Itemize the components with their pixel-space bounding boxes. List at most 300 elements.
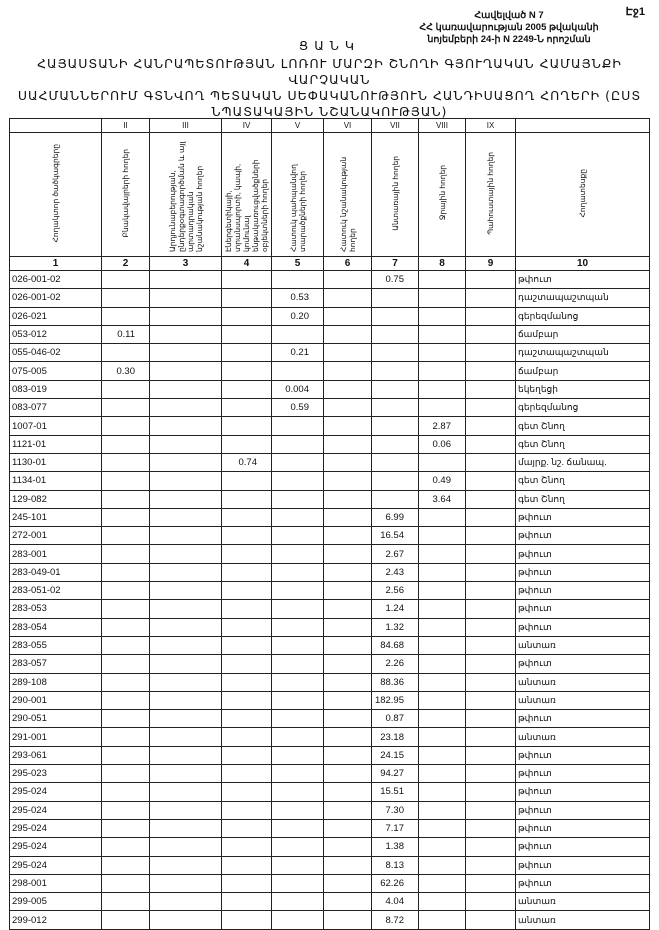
area-cell: 23.18 bbox=[372, 728, 419, 746]
area-cell: 0.21 bbox=[272, 344, 324, 362]
area-cell bbox=[102, 545, 150, 563]
area-cell: 0.004 bbox=[272, 380, 324, 398]
area-cell: 0.75 bbox=[372, 271, 419, 289]
area-cell bbox=[372, 362, 419, 380]
table-row bbox=[10, 893, 650, 911]
area-cell bbox=[466, 527, 516, 545]
area-cell bbox=[466, 600, 516, 618]
parcel-code-cell: 290-051 bbox=[10, 710, 102, 728]
area-cell: 62.26 bbox=[372, 874, 419, 892]
area-cell bbox=[324, 563, 372, 581]
roman-numeral-cell: V bbox=[272, 119, 324, 133]
area-cell bbox=[419, 911, 466, 929]
area-cell bbox=[272, 472, 324, 490]
area-cell bbox=[222, 819, 272, 837]
table-row bbox=[10, 819, 650, 837]
parcel-code-cell: 083-077 bbox=[10, 399, 102, 417]
area-cell bbox=[222, 435, 272, 453]
area-cell bbox=[222, 728, 272, 746]
area-cell bbox=[272, 636, 324, 654]
land-type-cell: թփուտ bbox=[516, 527, 650, 545]
area-cell bbox=[419, 399, 466, 417]
area-cell bbox=[324, 289, 372, 307]
area-cell bbox=[324, 874, 372, 892]
area-cell bbox=[272, 819, 324, 837]
area-cell bbox=[222, 856, 272, 874]
parcel-code-cell: 245-101 bbox=[10, 508, 102, 526]
area-cell bbox=[272, 325, 324, 343]
area-cell bbox=[102, 765, 150, 783]
column-number-cell: 5 bbox=[272, 257, 324, 271]
area-cell bbox=[466, 417, 516, 435]
table-row bbox=[10, 508, 650, 526]
area-cell bbox=[419, 746, 466, 764]
area-cell bbox=[272, 582, 324, 600]
area-cell bbox=[419, 819, 466, 837]
column-header-label: Հատուկ նշանակության հողեր bbox=[338, 156, 357, 252]
area-cell bbox=[324, 618, 372, 636]
area-cell bbox=[272, 874, 324, 892]
area-cell bbox=[150, 344, 222, 362]
area-cell bbox=[272, 618, 324, 636]
area-cell bbox=[372, 417, 419, 435]
area-cell bbox=[222, 399, 272, 417]
parcel-code-cell: 283-054 bbox=[10, 618, 102, 636]
area-cell bbox=[324, 399, 372, 417]
area-cell bbox=[222, 289, 272, 307]
header-row bbox=[10, 133, 650, 257]
area-cell bbox=[466, 655, 516, 673]
land-type-cell: թփուտ bbox=[516, 746, 650, 764]
column-number-cell: 8 bbox=[419, 257, 466, 271]
area-cell bbox=[102, 728, 150, 746]
area-cell bbox=[150, 417, 222, 435]
area-cell bbox=[102, 527, 150, 545]
area-cell bbox=[324, 582, 372, 600]
area-cell bbox=[272, 783, 324, 801]
parcel-code-cell: 075-005 bbox=[10, 362, 102, 380]
area-cell bbox=[222, 691, 272, 709]
area-cell bbox=[272, 655, 324, 673]
land-table bbox=[9, 118, 650, 930]
parcel-code-cell: 283-051-02 bbox=[10, 582, 102, 600]
parcel-code-cell: 1007-01 bbox=[10, 417, 102, 435]
area-cell bbox=[466, 893, 516, 911]
area-cell bbox=[419, 380, 466, 398]
table-row bbox=[10, 618, 650, 636]
area-cell bbox=[272, 490, 324, 508]
area-cell bbox=[150, 838, 222, 856]
column-header bbox=[102, 133, 150, 257]
table-row bbox=[10, 765, 650, 783]
area-cell bbox=[419, 325, 466, 343]
area-cell bbox=[102, 636, 150, 654]
area-cell bbox=[102, 271, 150, 289]
area-cell bbox=[466, 472, 516, 490]
area-cell bbox=[466, 582, 516, 600]
parcel-code-cell: 129-082 bbox=[10, 490, 102, 508]
table-row bbox=[10, 527, 650, 545]
area-cell bbox=[222, 673, 272, 691]
area-cell bbox=[102, 508, 150, 526]
area-cell: 7.17 bbox=[372, 819, 419, 837]
land-type-cell: թփուտ bbox=[516, 838, 650, 856]
area-cell: 8.72 bbox=[372, 911, 419, 929]
table-row bbox=[10, 545, 650, 563]
area-cell bbox=[419, 856, 466, 874]
area-cell: 0.59 bbox=[272, 399, 324, 417]
area-cell bbox=[102, 344, 150, 362]
table-row bbox=[10, 636, 650, 654]
area-cell bbox=[222, 545, 272, 563]
area-cell bbox=[222, 618, 272, 636]
area-cell bbox=[150, 856, 222, 874]
area-cell bbox=[150, 636, 222, 654]
area-cell bbox=[272, 801, 324, 819]
area-cell bbox=[102, 472, 150, 490]
roman-numeral-cell: VIII bbox=[419, 119, 466, 133]
area-cell bbox=[419, 710, 466, 728]
land-type-cell: գետ Շնող bbox=[516, 417, 650, 435]
table-row bbox=[10, 673, 650, 691]
area-cell bbox=[419, 783, 466, 801]
area-cell bbox=[222, 508, 272, 526]
area-cell bbox=[466, 819, 516, 837]
area-cell bbox=[419, 289, 466, 307]
area-cell bbox=[102, 893, 150, 911]
column-header-label: Հատուկ պահպանվող տարածքների հողեր bbox=[288, 164, 307, 252]
parcel-code-cell: 1130-01 bbox=[10, 453, 102, 471]
area-cell bbox=[222, 472, 272, 490]
area-cell: 0.74 bbox=[222, 453, 272, 471]
area-cell bbox=[272, 765, 324, 783]
column-number-cell: 7 bbox=[372, 257, 419, 271]
area-cell bbox=[272, 453, 324, 471]
parcel-code-cell: 283-055 bbox=[10, 636, 102, 654]
roman-numeral-cell: VII bbox=[372, 119, 419, 133]
area-cell bbox=[466, 618, 516, 636]
area-cell bbox=[150, 508, 222, 526]
table-body bbox=[10, 119, 650, 930]
area-cell bbox=[222, 801, 272, 819]
parcel-code-cell: 1121-01 bbox=[10, 435, 102, 453]
area-cell bbox=[272, 362, 324, 380]
area-cell bbox=[222, 271, 272, 289]
area-cell bbox=[419, 636, 466, 654]
area-cell bbox=[102, 563, 150, 581]
area-cell bbox=[466, 490, 516, 508]
area-cell bbox=[324, 911, 372, 929]
column-header bbox=[516, 133, 650, 257]
area-cell bbox=[222, 746, 272, 764]
area-cell bbox=[272, 746, 324, 764]
area-cell bbox=[102, 380, 150, 398]
area-cell bbox=[466, 399, 516, 417]
land-type-cell: թփուտ bbox=[516, 856, 650, 874]
area-cell bbox=[324, 765, 372, 783]
column-number-cell: 9 bbox=[466, 257, 516, 271]
area-cell bbox=[324, 435, 372, 453]
parcel-code-cell: 283-001 bbox=[10, 545, 102, 563]
land-type-cell: թփուտ bbox=[516, 801, 650, 819]
table-row bbox=[10, 271, 650, 289]
area-cell bbox=[324, 472, 372, 490]
area-cell bbox=[372, 325, 419, 343]
area-cell: 2.67 bbox=[372, 545, 419, 563]
table-row bbox=[10, 417, 650, 435]
land-type-cell: թփուտ bbox=[516, 819, 650, 837]
area-cell bbox=[419, 618, 466, 636]
table-row bbox=[10, 490, 650, 508]
area-cell bbox=[324, 545, 372, 563]
area-cell bbox=[150, 362, 222, 380]
area-cell bbox=[324, 655, 372, 673]
land-type-cell: անտառ bbox=[516, 636, 650, 654]
area-cell bbox=[150, 453, 222, 471]
parcel-code-cell: 298-001 bbox=[10, 874, 102, 892]
area-cell bbox=[272, 911, 324, 929]
area-cell: 0.49 bbox=[419, 472, 466, 490]
area-cell bbox=[102, 600, 150, 618]
area-cell bbox=[324, 527, 372, 545]
area-cell bbox=[466, 563, 516, 581]
area-cell: 0.11 bbox=[102, 325, 150, 343]
area-cell: 7.30 bbox=[372, 801, 419, 819]
area-cell bbox=[466, 765, 516, 783]
area-cell: 84.68 bbox=[372, 636, 419, 654]
area-cell bbox=[150, 728, 222, 746]
area-cell bbox=[102, 655, 150, 673]
column-header bbox=[419, 133, 466, 257]
table-row bbox=[10, 380, 650, 398]
column-number-cell: 10 bbox=[516, 257, 650, 271]
table-row bbox=[10, 655, 650, 673]
area-cell bbox=[222, 362, 272, 380]
table-row bbox=[10, 325, 650, 343]
column-header-label: Էներգետիկայի, տրանսպորտի, կապի, կոմունալ ենթակառուցվածքների օբյեկտների հողեր bbox=[224, 159, 269, 252]
column-number-cell: 6 bbox=[324, 257, 372, 271]
parcel-code-cell: 295-024 bbox=[10, 856, 102, 874]
area-cell bbox=[324, 691, 372, 709]
parcel-code-cell: 295-023 bbox=[10, 765, 102, 783]
area-cell bbox=[102, 874, 150, 892]
area-cell bbox=[372, 289, 419, 307]
area-cell bbox=[324, 344, 372, 362]
area-cell bbox=[466, 344, 516, 362]
land-type-cell: թփուտ bbox=[516, 618, 650, 636]
table-row bbox=[10, 344, 650, 362]
parcel-code-cell: 053-012 bbox=[10, 325, 102, 343]
parcel-code-cell: 1134-01 bbox=[10, 472, 102, 490]
table-row bbox=[10, 399, 650, 417]
area-cell bbox=[466, 307, 516, 325]
parcel-code-cell: 083-019 bbox=[10, 380, 102, 398]
area-cell bbox=[324, 710, 372, 728]
area-cell bbox=[150, 618, 222, 636]
area-cell bbox=[150, 582, 222, 600]
area-cell bbox=[272, 435, 324, 453]
parcel-code-cell: 299-005 bbox=[10, 893, 102, 911]
area-cell bbox=[102, 399, 150, 417]
area-cell bbox=[102, 783, 150, 801]
column-header-label: Անտառային հողեր bbox=[390, 155, 400, 231]
parcel-code-cell: 291-001 bbox=[10, 728, 102, 746]
area-cell bbox=[222, 911, 272, 929]
column-header-label: Պահուստային հողեր bbox=[486, 151, 495, 235]
area-cell: 16.54 bbox=[372, 527, 419, 545]
area-cell bbox=[272, 271, 324, 289]
area-cell: 1.32 bbox=[372, 618, 419, 636]
area-cell: 1.24 bbox=[372, 600, 419, 618]
area-cell bbox=[372, 490, 419, 508]
area-cell: 6.99 bbox=[372, 508, 419, 526]
land-type-cell: թփուտ bbox=[516, 508, 650, 526]
parcel-code-cell: 026-001-02 bbox=[10, 271, 102, 289]
table-row bbox=[10, 472, 650, 490]
area-cell bbox=[102, 618, 150, 636]
area-cell bbox=[324, 490, 372, 508]
area-cell bbox=[150, 819, 222, 837]
area-cell bbox=[150, 490, 222, 508]
table-row bbox=[10, 728, 650, 746]
land-type-cell: մայրք. նշ. ճանապ. bbox=[516, 453, 650, 471]
parcel-code-cell: 283-053 bbox=[10, 600, 102, 618]
table-row bbox=[10, 838, 650, 856]
area-cell bbox=[150, 801, 222, 819]
area-cell: 182.95 bbox=[372, 691, 419, 709]
area-cell bbox=[150, 893, 222, 911]
column-header bbox=[372, 133, 419, 257]
area-cell bbox=[466, 728, 516, 746]
area-cell bbox=[150, 563, 222, 581]
land-type-cell: գերեզմանոց bbox=[516, 399, 650, 417]
area-cell bbox=[150, 271, 222, 289]
parcel-code-cell: 295-024 bbox=[10, 801, 102, 819]
land-type-cell: անտառ bbox=[516, 911, 650, 929]
area-cell bbox=[324, 801, 372, 819]
area-cell: 94.27 bbox=[372, 765, 419, 783]
area-cell bbox=[102, 289, 150, 307]
area-cell bbox=[102, 490, 150, 508]
area-cell bbox=[102, 691, 150, 709]
area-cell bbox=[466, 856, 516, 874]
parcel-code-cell: 272-001 bbox=[10, 527, 102, 545]
area-cell bbox=[324, 380, 372, 398]
area-cell bbox=[102, 417, 150, 435]
area-cell bbox=[419, 801, 466, 819]
area-cell bbox=[419, 563, 466, 581]
area-cell bbox=[150, 783, 222, 801]
roman-numeral-row bbox=[10, 119, 650, 133]
area-cell bbox=[150, 746, 222, 764]
area-cell bbox=[222, 636, 272, 654]
column-header-label: Հողակտոր ծածկագրերը bbox=[51, 143, 60, 243]
parcel-code-cell: 055-046-02 bbox=[10, 344, 102, 362]
area-cell bbox=[102, 911, 150, 929]
area-cell: 2.26 bbox=[372, 655, 419, 673]
area-cell bbox=[272, 673, 324, 691]
area-cell: 15.51 bbox=[372, 783, 419, 801]
parcel-code-cell: 289-108 bbox=[10, 673, 102, 691]
area-cell: 88.36 bbox=[372, 673, 419, 691]
column-header-label: Ջրային հողեր bbox=[437, 165, 447, 221]
area-cell bbox=[222, 527, 272, 545]
area-cell bbox=[150, 673, 222, 691]
area-cell bbox=[372, 344, 419, 362]
area-cell bbox=[324, 508, 372, 526]
table-row bbox=[10, 911, 650, 929]
parcel-code-cell: 295-024 bbox=[10, 783, 102, 801]
parcel-code-cell: 295-024 bbox=[10, 819, 102, 837]
area-cell bbox=[324, 600, 372, 618]
area-cell bbox=[150, 380, 222, 398]
area-cell bbox=[272, 710, 324, 728]
parcel-code-cell: 283-049-01 bbox=[10, 563, 102, 581]
area-cell bbox=[222, 325, 272, 343]
column-number-cell: 4 bbox=[222, 257, 272, 271]
area-cell bbox=[102, 673, 150, 691]
area-cell bbox=[419, 673, 466, 691]
column-header bbox=[272, 133, 324, 257]
area-cell bbox=[222, 307, 272, 325]
roman-numeral-cell bbox=[10, 119, 102, 133]
area-cell bbox=[466, 911, 516, 929]
area-cell bbox=[466, 710, 516, 728]
area-cell bbox=[372, 380, 419, 398]
land-type-cell: անտառ bbox=[516, 728, 650, 746]
area-cell bbox=[150, 472, 222, 490]
area-cell bbox=[272, 893, 324, 911]
land-type-cell: գերեզմանոց bbox=[516, 307, 650, 325]
table-row bbox=[10, 856, 650, 874]
land-type-cell: ճամբար bbox=[516, 362, 650, 380]
area-cell bbox=[222, 563, 272, 581]
document-title bbox=[0, 38, 659, 120]
area-cell bbox=[466, 362, 516, 380]
land-type-cell: թփուտ bbox=[516, 582, 650, 600]
area-cell bbox=[150, 527, 222, 545]
table-row bbox=[10, 801, 650, 819]
land-type-cell: դաշտապաշտպան bbox=[516, 344, 650, 362]
column-number-cell: 1 bbox=[10, 257, 102, 271]
area-cell bbox=[150, 399, 222, 417]
area-cell bbox=[102, 856, 150, 874]
roman-numeral-cell: III bbox=[150, 119, 222, 133]
parcel-code-cell: 293-061 bbox=[10, 746, 102, 764]
area-cell bbox=[466, 783, 516, 801]
area-cell: 0.87 bbox=[372, 710, 419, 728]
land-type-cell: թփուտ bbox=[516, 563, 650, 581]
area-cell: 0.53 bbox=[272, 289, 324, 307]
area-cell bbox=[102, 307, 150, 325]
area-cell bbox=[150, 545, 222, 563]
area-cell bbox=[466, 325, 516, 343]
area-cell bbox=[419, 893, 466, 911]
area-cell bbox=[272, 728, 324, 746]
area-cell bbox=[324, 893, 372, 911]
area-cell: 8.13 bbox=[372, 856, 419, 874]
area-cell bbox=[466, 453, 516, 471]
land-type-cell: անտառ bbox=[516, 893, 650, 911]
area-cell bbox=[272, 527, 324, 545]
area-cell bbox=[102, 819, 150, 837]
area-cell: 24.15 bbox=[372, 746, 419, 764]
area-cell bbox=[419, 453, 466, 471]
roman-numeral-cell: IX bbox=[466, 119, 516, 133]
area-cell bbox=[272, 600, 324, 618]
area-cell bbox=[466, 289, 516, 307]
area-cell bbox=[324, 307, 372, 325]
